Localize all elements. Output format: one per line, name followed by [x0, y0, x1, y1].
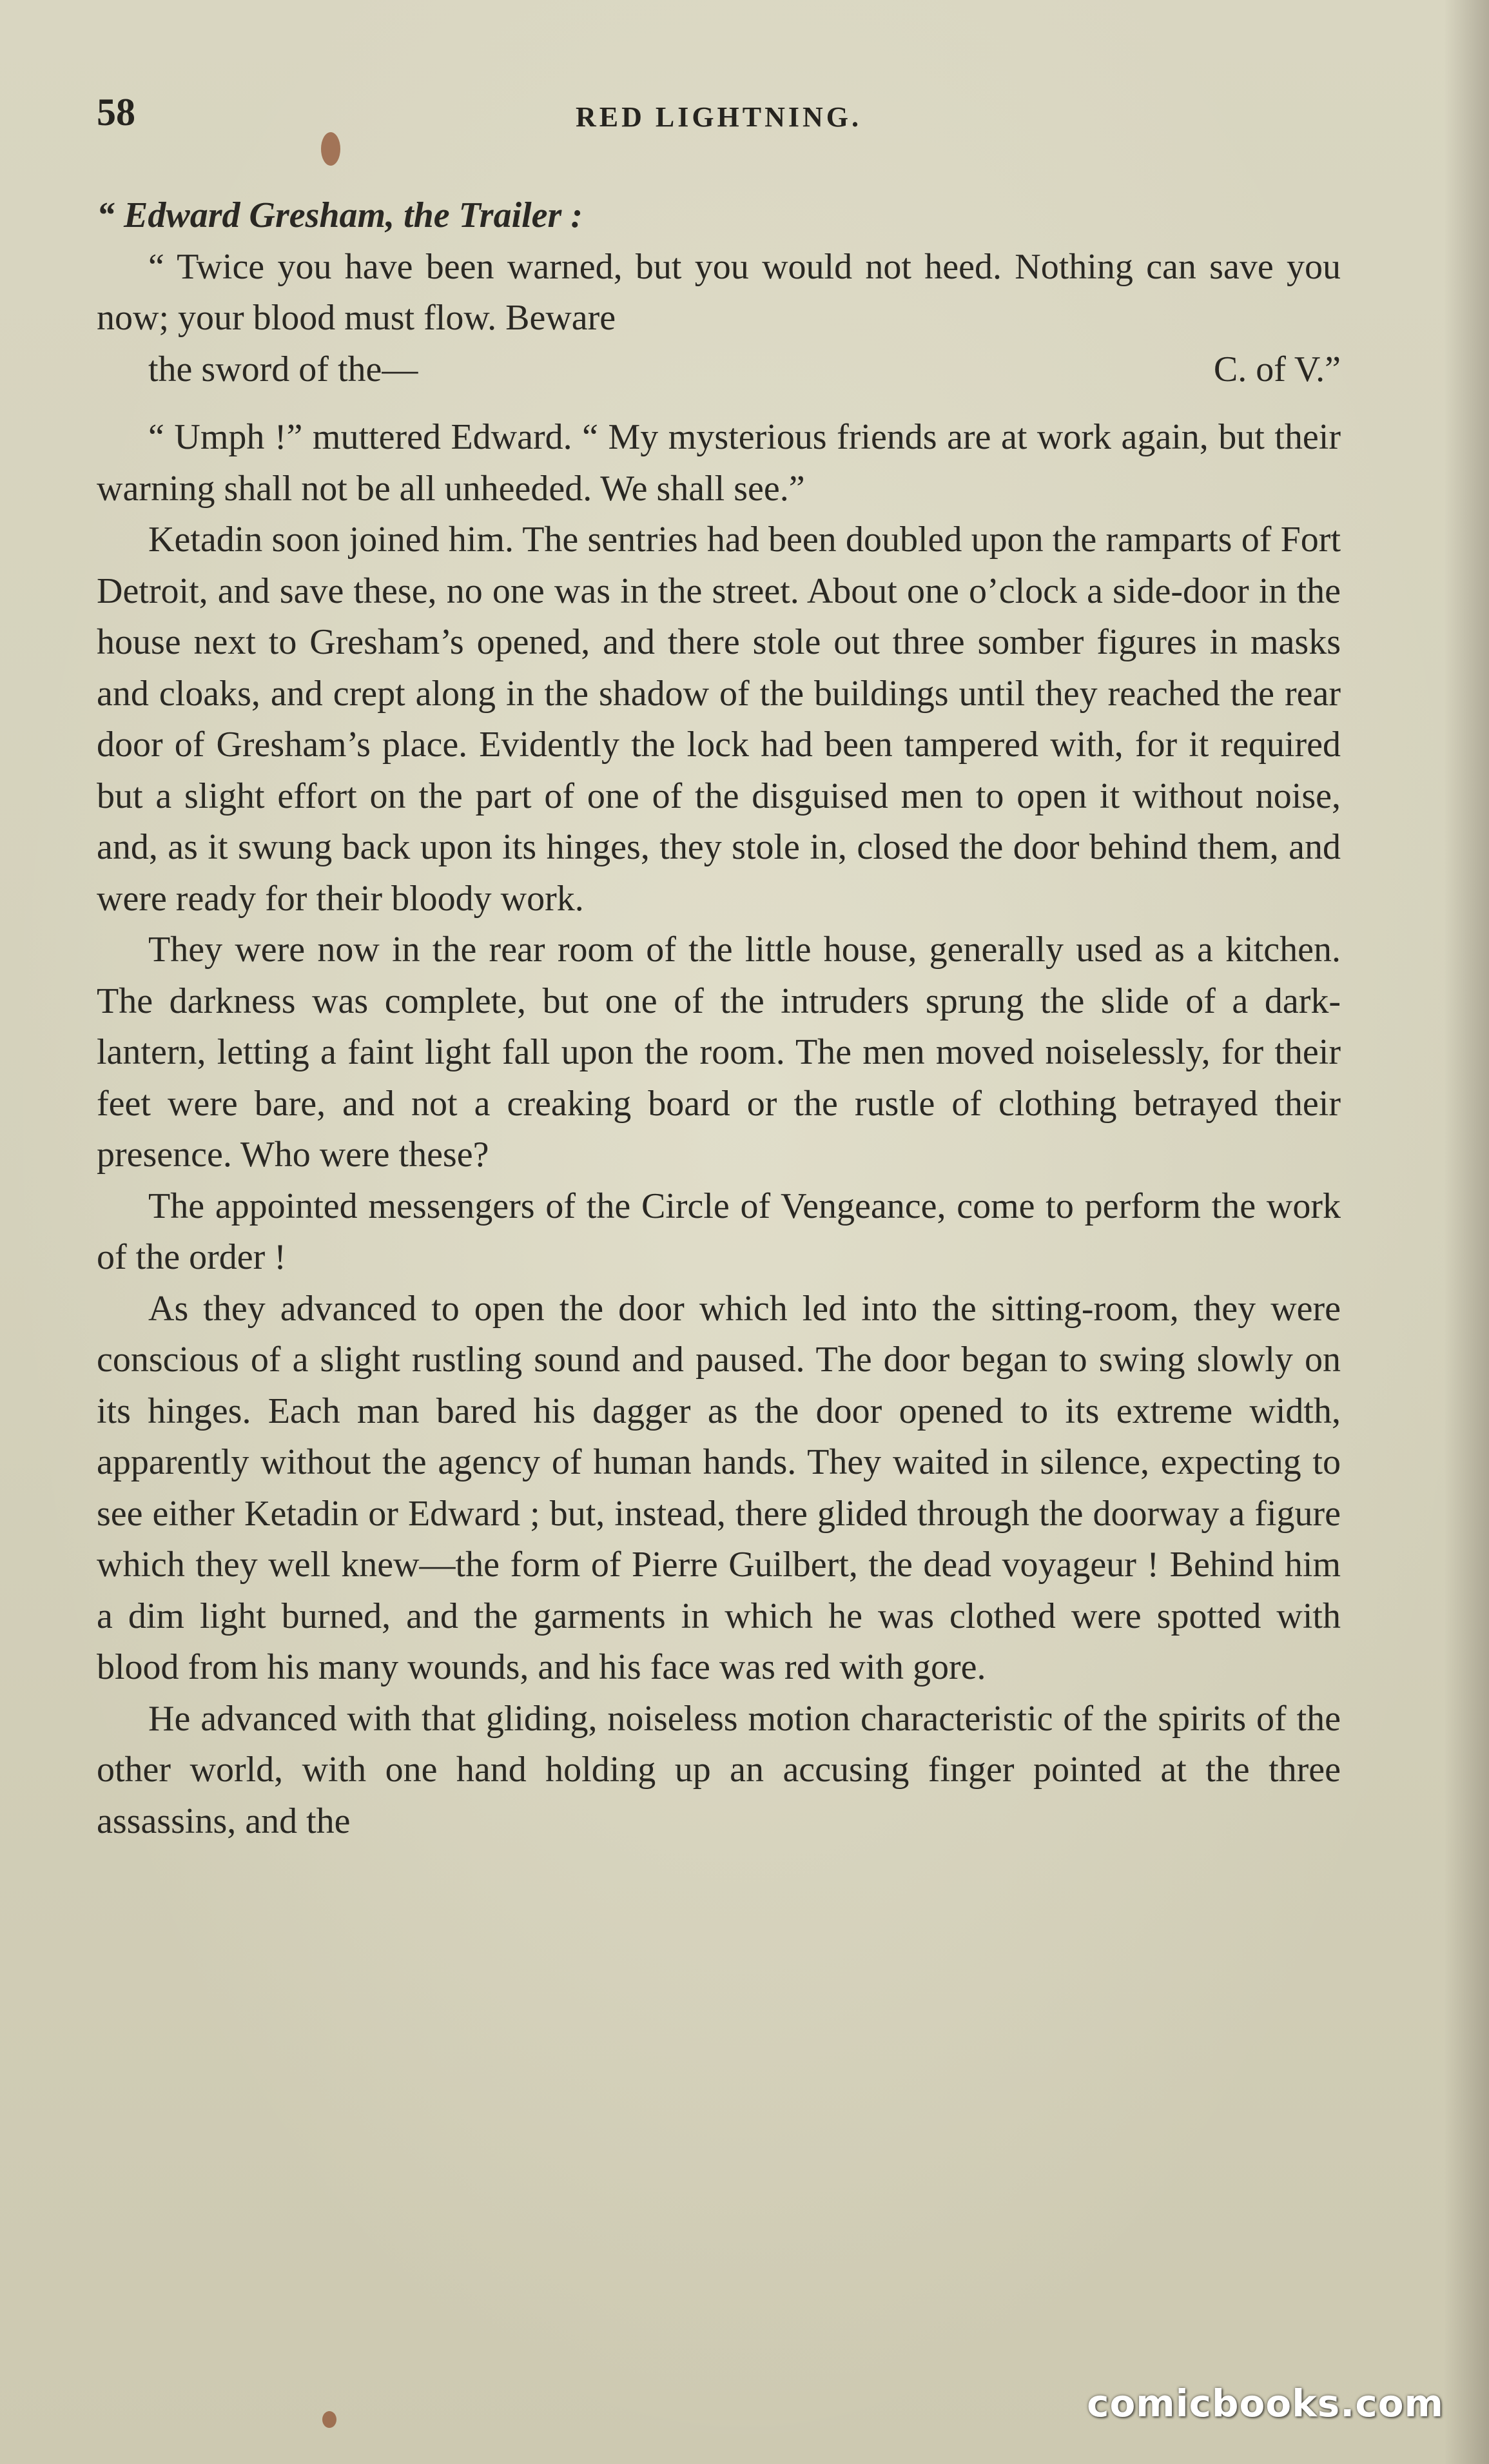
paragraph: He advanced with that gliding, noiseless motion characteristic of the spirits of the other world, with one hand holding up an accusing finger pointed at the three assassins, and the	[97, 1698, 1341, 1841]
warning-message: “ Twice you have been warned, but you would not heed. Nothing can save you now; your blood must flow. Beware	[97, 246, 1341, 338]
paragraph: Ketadin soon joined him. The sentries had been doubled upon the ramparts of Fort Detroit, and save these, no one was in the street. About one o’clock a side-door in the house next to Gresham’s opened, and there stole out three somber figures in masks and cloaks, and crept along in the shadow of the buildings until they reached the rear door of Gresham’s place. Evidently the lock had been tampered with, for it required but a slight effort on the part of one of the disguised men to open it without noise, and, as it swung back upon its hinges, they stole in, closed the door behind them, and were ready for their bloody work.	[97, 520, 1341, 919]
warning-closing-text: the sword of the—	[148, 349, 418, 389]
site-watermark: comicbooks.com	[1087, 2381, 1444, 2425]
body-text	[97, 190, 1341, 1847]
page-number: 58	[97, 91, 135, 133]
ink-stain	[322, 2411, 336, 2428]
warning-closing-line	[97, 344, 1341, 396]
paragraph: As they advanced to open the door which led into the sitting-room, they were conscious of a slight rustling sound and paused. The door began to swing slowly on its hinges. Each man bared his dagger as the door opened to its extreme width, apparently without the agency of human hands. They waited in silence, expecting to see either Ketadin or Edward ; but, instead, there glided through the doorway a figure which they well knew—the form of Pierre Guilbert, the dead voyageur ! Behind him a dim light burned, and the garments in which he was clothed were spotted with blood from his many wounds, and his face was red with gore.	[97, 1288, 1341, 1687]
page-edge-shadow	[1444, 0, 1489, 2464]
paragraph: The appointed messengers of the Circle of Vengeance, come to perform the work of the order !	[97, 1186, 1341, 1277]
paragraph: They were now in the rear room of the little house, generally used as a kitchen. The darkness was complete, but one of the intruders sprung the slide of a dark-lantern, letting a faint light fall upon the room. The men moved noiselessly, for their feet were bare, and not a creaking board or the rustle of clothing betrayed their presence. Who were these?	[97, 930, 1341, 1175]
paragraph-gap	[97, 395, 1341, 412]
page-header	[97, 90, 1341, 148]
warning-salutation: “ Edward Gresham, the Trailer :	[97, 195, 583, 235]
warning-signature: C. of V.”	[1213, 349, 1341, 389]
paragraph: “ Umph !” muttered Edward. “ My mysterious friends are at work again, but their warning shall not be all unheeded. We shall see.”	[97, 417, 1341, 509]
running-head: RED LIGHTNING.	[575, 101, 862, 133]
